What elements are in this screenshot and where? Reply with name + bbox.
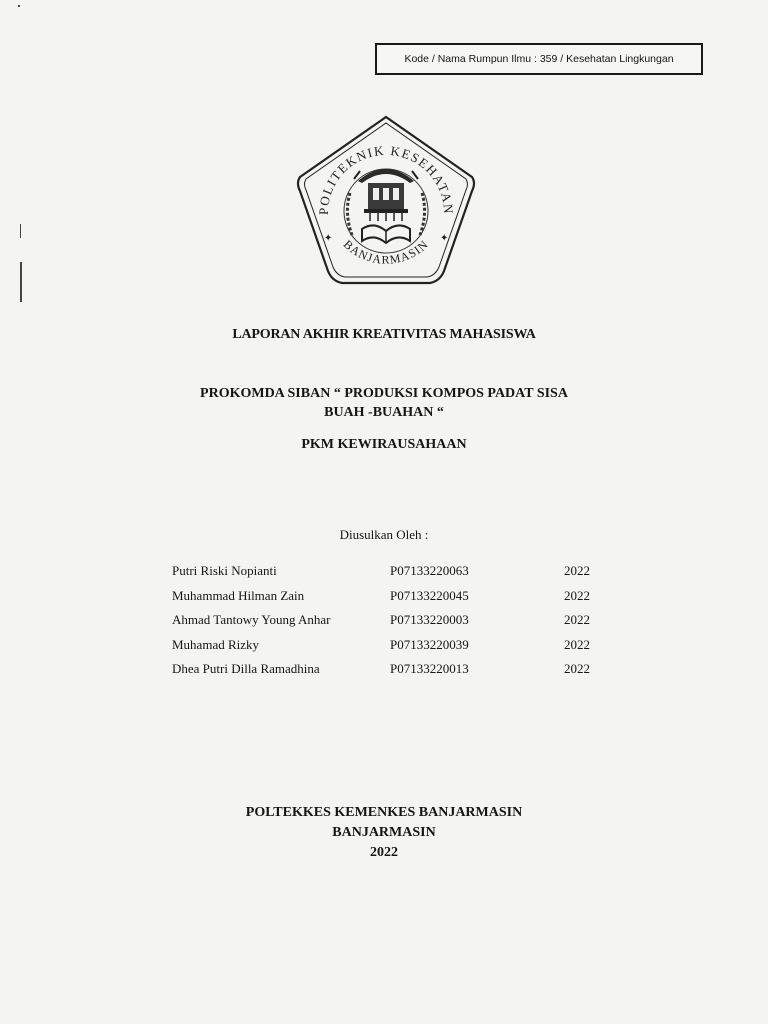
member-name: Muhamad Rizky [172,636,260,652]
report-title: LAPORAN AKHIR KREATIVITAS MAHASISWA [232,327,536,342]
member-name: Putri Riski Nopianti [172,563,277,578]
member-nim: P07133220045 [390,587,469,603]
subject-code-label: Kode / Nama Rumpun Ilmu : 359 / Kesehatan Lingkungan [404,53,674,65]
institution-footer [0,803,768,863]
program-title [0,384,768,422]
scan-artifact [20,262,22,302]
member-nim: P07133220003 [390,612,469,627]
member-row [0,612,768,637]
scan-artifact [18,5,20,7]
member-nim: P07133220013 [390,661,469,676]
institution-city: BANJARMASIN [332,825,436,840]
logo-bottom-text: BANJARMASIN [340,237,432,267]
proposed-by-label: Diusulkan Oleh : [339,527,429,542]
member-year: 2022 [564,563,590,578]
member-row [0,563,768,588]
pkm-category: PKM KEWIRAUSAHAAN [301,437,467,452]
member-name: Dhea Putri Dilla Ramadhina [172,661,320,676]
subject-code-box [375,43,703,75]
svg-text:✦: ✦ [324,233,333,244]
program-title-line1: PROKOMDA SIBAN “ PRODUKSI KOMPOS PADAT SISA [200,386,568,401]
member-row [0,588,768,613]
member-year: 2022 [564,636,590,652]
member-nim: P07133220039 [390,636,469,652]
svg-text:✦: ✦ [440,233,449,244]
member-year: 2022 [564,612,590,627]
logo-top-text: POLITEKNIK KESEHATAN [315,142,457,216]
scan-artifact [20,224,21,238]
member-list [0,563,768,686]
member-year: 2022 [564,587,590,603]
member-name: Ahmad Tantowy Young Anhar [172,612,331,627]
member-row [0,661,768,686]
member-row [0,637,768,662]
institution-name: POLTEKKES KEMENKES BANJARMASIN [245,805,523,820]
member-name: Muhammad Hilman Zain [172,587,305,603]
institution-logo [294,113,478,291]
member-year: 2022 [564,661,590,676]
program-title-line2: BUAH -BUAHAN “ [324,405,444,420]
member-nim: P07133220063 [390,563,469,578]
report-year: 2022 [370,845,398,860]
